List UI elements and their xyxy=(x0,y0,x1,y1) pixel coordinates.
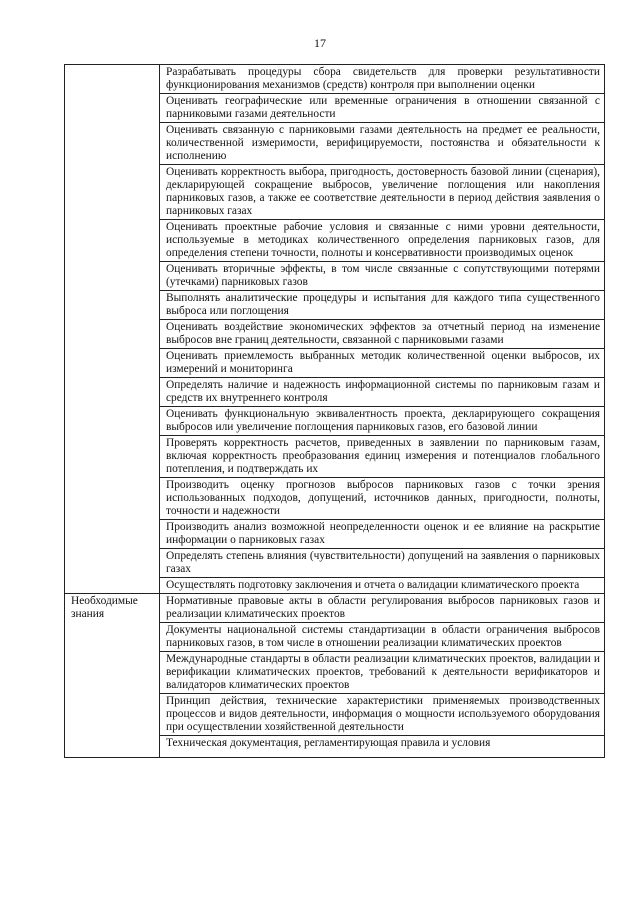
labor-actions-label-cell xyxy=(65,65,160,594)
table-cell: Оценивать связанную с парниковыми газами деятельность на предмет ее реальности, количественной измеримости, верифицируемости, постоянства и обязательности к исполнению xyxy=(160,123,605,165)
table-cell: Принцип действия, технические характеристики применяемых производственных процессов и видов деятельности, информация о мощности используемого оборудования при осуществлении хозяйственной деятельности xyxy=(160,694,605,736)
table-cell: Определять степень влияния (чувствительности) допущений на заявления о парниковых газах xyxy=(160,549,605,578)
table-cell: Оценивать воздействие экономических эффектов за отчетный период на изменение выбросов вне границ деятельности, связанной с парниковыми газами xyxy=(160,320,605,349)
table-cell: Оценивать вторичные эффекты, в том числе связанные с сопутствующими потерями (утечками) парниковых газов xyxy=(160,262,605,291)
table-cell: Определять наличие и надежность информационной системы по парниковым газам и средств их внутреннего контроля xyxy=(160,378,605,407)
table-cell: Выполнять аналитические процедуры и испытания для каждого типа существенного выброса или поглощения xyxy=(160,291,605,320)
table-cell: Оценивать корректность выбора, пригодность, достоверность базовой линии (сценария), декларирующей сокращение выбросов, увеличение поглощения или накопления парниковых газов, а также ее соответствие деятельности в период действия заявления о парниковых газах xyxy=(160,165,605,220)
table-cell: Проверять корректность расчетов, приведенных в заявлении по парниковым газам, включая корректность преобразования единиц измерения и потенциалов глобального потепления, и подтверждать их xyxy=(160,436,605,478)
table-row xyxy=(65,65,605,94)
table-cell: Оценивать географические или временные ограничения в отношении связанной с парниковыми газами деятельности xyxy=(160,94,605,123)
table-cell: Производить оценку прогнозов выбросов парниковых газов с точки зрения использованных подходов, допущений, источников данных, пригодности, полноты, точности и надежности xyxy=(160,478,605,520)
table-cell: Оценивать функциональную эквивалентность проекта, декларирующего сокращения выбросов или увеличение поглощения парниковых газов, его базовой линии xyxy=(160,407,605,436)
page-number: 17 xyxy=(314,36,326,50)
table-cell: Техническая документация, регламентирующая правила и условия xyxy=(160,736,605,758)
table-cell: Разрабатывать процедуры сбора свидетельств для проверки результативности функционирования механизмов (средств) контроля при выполнении оценки xyxy=(160,65,605,94)
table-cell: Оценивать приемлемость выбранных методик количественной оценки выбросов, их измерений и мониторинга xyxy=(160,349,605,378)
table-row xyxy=(65,594,605,623)
required-knowledge-label: Необходимые знания xyxy=(65,594,160,758)
table-cell: Документы национальной системы стандартизации в области ограничения выбросов парниковых газов, в том числе в отношении реализации климатических проектов xyxy=(160,623,605,652)
table-cell: Оценивать проектные рабочие условия и связанные с ними уровни деятельности, используемые в методиках количественного определения парниковых газов, для определения степени точности, полноты и консервативности производимых оценок xyxy=(160,220,605,262)
table-cell: Международные стандарты в области реализации климатических проектов, валидации и верификации климатических проектов, требований к деятельности верификаторов и валидаторов климатических проектов xyxy=(160,652,605,694)
table-cell: Нормативные правовые акты в области регулирования выбросов парниковых газов и реализации климатических проектов xyxy=(160,594,605,623)
requirements-table xyxy=(64,64,605,758)
table-cell: Производить анализ возможной неопределенности оценок и ее влияние на раскрытие информации о парниковых газах xyxy=(160,520,605,549)
table-cell: Осуществлять подготовку заключения и отчета о валидации климатического проекта xyxy=(160,578,605,594)
